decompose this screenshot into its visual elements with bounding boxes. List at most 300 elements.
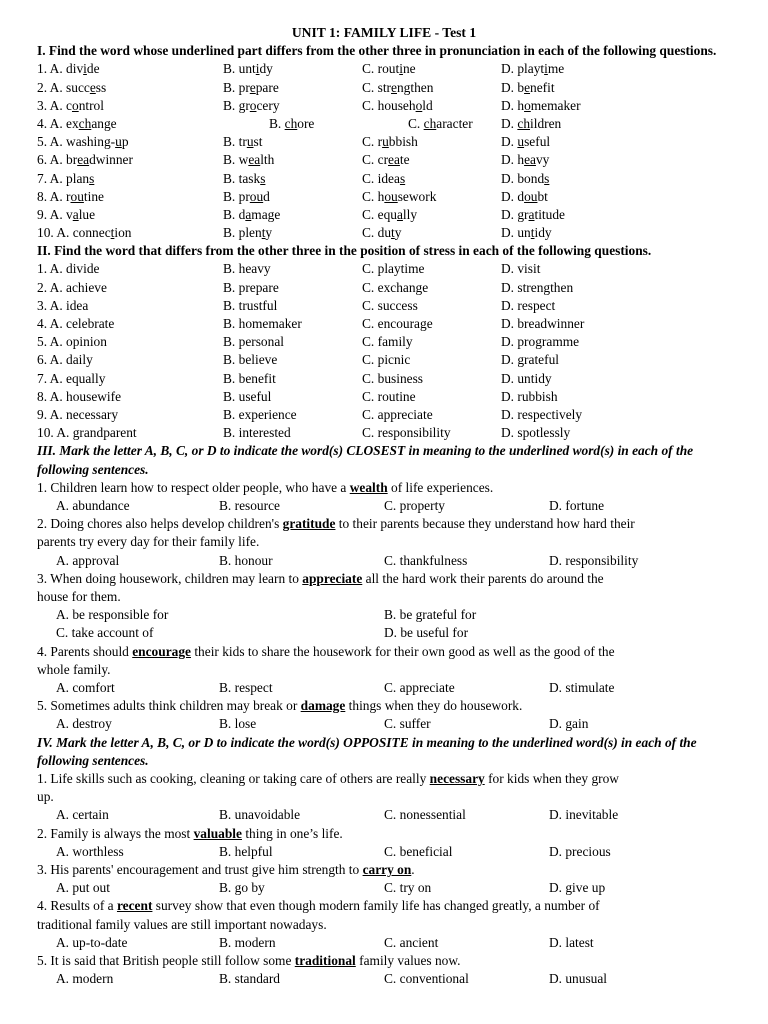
word-part: C. idea bbox=[362, 170, 400, 186]
question-text: things when they do housework. bbox=[345, 698, 523, 714]
word-part: memaker bbox=[530, 97, 581, 113]
option-a: A. comfort bbox=[56, 679, 115, 695]
option-b: B. useful bbox=[223, 388, 272, 404]
word-part: seful bbox=[524, 134, 551, 150]
option-c: C. responsibility bbox=[362, 425, 451, 441]
word-part: C. str bbox=[362, 79, 392, 95]
option-a: A. worthless bbox=[56, 843, 124, 859]
underlined-word: damage bbox=[300, 698, 346, 714]
worksheet-page bbox=[37, 24, 731, 988]
section-4-heading: IV. Mark the letter A, B, C, or D to indicate the word(s) OPPOSITE in meaning to the underlined word(s) in each of the following sentences. bbox=[37, 734, 697, 768]
option-d bbox=[501, 170, 549, 188]
word-part: dwinner bbox=[89, 152, 133, 168]
options-row bbox=[37, 497, 731, 515]
question-number: 8. A. bbox=[37, 188, 67, 204]
question-text: their kids to share the housework for their own good as well as the good of the bbox=[190, 643, 615, 659]
option-d: D. visit bbox=[501, 261, 541, 277]
word-part: C. househ bbox=[362, 97, 416, 113]
option-a: 3. A. idea bbox=[37, 297, 89, 313]
option-d: D. programme bbox=[501, 334, 580, 350]
options-row bbox=[37, 879, 731, 897]
option-a: 6. A. daily bbox=[37, 352, 93, 368]
question-text-cont: whole family. bbox=[37, 661, 111, 677]
option-b: B. lose bbox=[219, 716, 257, 732]
option-c bbox=[362, 60, 416, 78]
question-text: 2. Family is always the most bbox=[37, 825, 194, 841]
question-text: family values now. bbox=[355, 952, 461, 968]
question-row bbox=[37, 224, 731, 242]
s4-question-2 bbox=[37, 825, 731, 861]
option-b: B. standard bbox=[219, 971, 280, 987]
option-a: A. abundance bbox=[56, 497, 130, 513]
option-c: C. try on bbox=[384, 880, 432, 896]
underlined-part: a bbox=[245, 206, 252, 222]
question-row bbox=[37, 406, 731, 424]
underlined-part: ch bbox=[423, 115, 437, 131]
option-a: A. up-to-date bbox=[56, 934, 128, 950]
underlined-part: s bbox=[89, 170, 95, 186]
underlined-word: valuable bbox=[193, 825, 242, 841]
options-row bbox=[37, 679, 731, 697]
word-part: B. d bbox=[223, 206, 246, 222]
option-b bbox=[269, 115, 314, 133]
option-c bbox=[362, 224, 401, 242]
word-part: vy bbox=[535, 152, 550, 168]
underlined-part: i bbox=[83, 61, 87, 77]
word-part: C. r bbox=[362, 134, 383, 150]
word-part: lth bbox=[260, 152, 275, 168]
word-part: B. pr bbox=[223, 188, 250, 204]
word-part: ngthen bbox=[396, 79, 434, 95]
word-part: nefit bbox=[530, 79, 555, 95]
option-b: B. benefit bbox=[223, 370, 276, 386]
underlined-part: u bbox=[246, 134, 254, 150]
option-d: D. inevitable bbox=[549, 807, 619, 823]
option-a: A. modern bbox=[56, 971, 114, 987]
word-part: C. du bbox=[362, 225, 392, 241]
options-row bbox=[37, 715, 731, 733]
question-text-cont: house for them. bbox=[37, 588, 121, 604]
question-number: 1. A. bbox=[37, 61, 67, 77]
option-c: C. encourage bbox=[362, 316, 433, 332]
question-row bbox=[37, 279, 731, 297]
option-d: D. untidy bbox=[501, 370, 552, 386]
option-d bbox=[501, 79, 555, 97]
option-d bbox=[501, 224, 552, 242]
question-text-cont: parents try every day for their family life. bbox=[37, 534, 260, 550]
option-c bbox=[362, 97, 433, 115]
word-part: bt bbox=[537, 188, 548, 204]
option-a: 5. A. opinion bbox=[37, 334, 107, 350]
question-text: survey show that even though modern family life has changed greatly, a number of bbox=[152, 898, 600, 914]
option-a bbox=[37, 151, 133, 169]
word-part: D. bbox=[501, 115, 518, 131]
option-b: B. interested bbox=[223, 425, 291, 441]
word-part: B. tr bbox=[223, 134, 247, 150]
underlined-part: a bbox=[72, 206, 79, 222]
option-c: C. beneficial bbox=[384, 843, 453, 859]
option-d: D. unusual bbox=[549, 971, 608, 987]
underlined-part: i bbox=[544, 61, 548, 77]
word-part: bbish bbox=[388, 134, 418, 150]
word-part: titude bbox=[534, 206, 565, 222]
underlined-word: necessary bbox=[429, 770, 485, 786]
question-number: 7. A. bbox=[37, 170, 67, 186]
underlined-part: e bbox=[524, 79, 531, 95]
underlined-word: recent bbox=[116, 898, 153, 914]
underlined-part: t bbox=[530, 225, 535, 241]
underlined-part: o bbox=[524, 97, 531, 113]
word-part: div bbox=[66, 61, 84, 77]
underlined-part: ea bbox=[77, 152, 90, 168]
option-d: D. latest bbox=[549, 934, 594, 950]
option-b: B. go by bbox=[219, 880, 265, 896]
option-c: C. success bbox=[362, 297, 418, 313]
option-b bbox=[223, 188, 270, 206]
option-a bbox=[37, 79, 106, 97]
underlined-part: ea bbox=[524, 152, 536, 168]
underlined-part: ch bbox=[517, 115, 531, 131]
question-text: 5. Sometimes adults think children may break or bbox=[37, 698, 301, 714]
question-row bbox=[37, 133, 731, 151]
underlined-part: ea bbox=[388, 152, 400, 168]
option-d bbox=[501, 151, 549, 169]
question-row bbox=[37, 260, 731, 278]
underlined-part: o bbox=[249, 97, 257, 113]
option-c: C. conventional bbox=[384, 971, 469, 987]
option-b bbox=[223, 151, 274, 169]
question-text: 3. When doing housework, children may learn to bbox=[37, 570, 303, 586]
word-part: D. b bbox=[501, 79, 525, 95]
option-a bbox=[37, 97, 104, 115]
option-b bbox=[223, 170, 265, 188]
option-a: 8. A. housewife bbox=[37, 388, 122, 404]
option-a bbox=[37, 224, 132, 242]
word-part: washing- bbox=[66, 134, 116, 150]
word-part: B. pr bbox=[223, 79, 250, 95]
question-row bbox=[37, 206, 731, 224]
option-a: 7. A. equally bbox=[37, 370, 106, 386]
word-part: B. task bbox=[223, 170, 261, 186]
option-b: B. prepare bbox=[223, 279, 279, 295]
option-d bbox=[501, 60, 564, 78]
word-part: B. gr bbox=[223, 97, 250, 113]
underlined-word: encourage bbox=[132, 643, 191, 659]
underlined-part: e bbox=[89, 79, 96, 95]
word-part: ex bbox=[66, 115, 79, 131]
option-d: D. stimulate bbox=[549, 679, 615, 695]
question-row bbox=[37, 297, 731, 315]
word-part: ntrol bbox=[78, 97, 104, 113]
word-part: ange bbox=[91, 115, 117, 131]
option-a bbox=[37, 133, 129, 151]
word-part: C. equ bbox=[362, 206, 397, 222]
s3-question-5 bbox=[37, 697, 731, 733]
question-text: 5. It is said that British people still follow some bbox=[37, 952, 295, 968]
options-row bbox=[37, 624, 731, 642]
question-row bbox=[37, 151, 731, 169]
word-part: pare bbox=[255, 79, 279, 95]
option-d: D. rubbish bbox=[501, 388, 558, 404]
option-c: C. family bbox=[362, 334, 413, 350]
option-c bbox=[362, 170, 405, 188]
option-a: 2. A. achieve bbox=[37, 279, 107, 295]
word-part: B. plen bbox=[223, 225, 262, 241]
word-part: D. un bbox=[501, 225, 531, 241]
word-part: ore bbox=[297, 115, 315, 131]
underlined-part: s bbox=[260, 170, 266, 186]
word-part: y bbox=[394, 225, 402, 241]
question-number: 10. A. bbox=[37, 225, 73, 241]
option-d: D. breadwinner bbox=[501, 316, 585, 332]
section-1-heading: I. Find the word whose underlined part differs from the other three in pronunciation in each of the following questions. bbox=[37, 43, 717, 59]
option-b: B. helpful bbox=[219, 843, 273, 859]
option-a: 4. A. celebrate bbox=[37, 316, 115, 332]
underlined-word: traditional bbox=[294, 952, 356, 968]
word-part: me bbox=[547, 61, 565, 77]
option-c: C. thankfulness bbox=[384, 552, 468, 568]
question-text: 3. His parents' encouragement and trust give him strength to bbox=[37, 861, 363, 877]
s4-question-4 bbox=[37, 897, 731, 952]
option-b: B. resource bbox=[219, 497, 280, 513]
question-row bbox=[37, 333, 731, 351]
underlined-part: e bbox=[249, 79, 256, 95]
word-part: D. playt bbox=[501, 61, 545, 77]
question-text: to their parents because they understand how hard their bbox=[335, 516, 635, 532]
word-part: ildren bbox=[530, 115, 562, 131]
s3-question-3 bbox=[37, 570, 731, 643]
option-a bbox=[37, 206, 95, 224]
section-1-questions bbox=[37, 60, 731, 242]
section-2-questions bbox=[37, 260, 731, 442]
underlined-part: s bbox=[544, 170, 550, 186]
underlined-part: ou bbox=[524, 188, 538, 204]
question-number: 2. A. bbox=[37, 79, 67, 95]
option-d: D. grateful bbox=[501, 352, 560, 368]
option-b: B. unavoidable bbox=[219, 807, 301, 823]
word-part: tine bbox=[83, 188, 104, 204]
question-text: all the hard work their parents do around the bbox=[362, 570, 604, 586]
question-text: 2. Doing chores also helps develop children's bbox=[37, 516, 283, 532]
word-part: ss bbox=[95, 79, 107, 95]
option-b: B. honour bbox=[219, 552, 273, 568]
option-d: D. respectively bbox=[501, 406, 583, 422]
word-part: B. unt bbox=[223, 61, 256, 77]
question-row bbox=[37, 188, 731, 206]
underlined-part: ou bbox=[70, 188, 84, 204]
option-d: D. fortune bbox=[549, 497, 605, 513]
word-part: plan bbox=[66, 170, 90, 186]
options-row bbox=[37, 843, 731, 861]
options-row bbox=[37, 552, 731, 570]
word-part: C. h bbox=[362, 188, 385, 204]
underlined-part: ou bbox=[249, 188, 264, 204]
underlined-part: t bbox=[261, 225, 266, 241]
question-number: 3. A. bbox=[37, 97, 67, 113]
option-c: C. appreciate bbox=[362, 406, 433, 422]
option-b: B. be grateful for bbox=[384, 607, 477, 623]
option-c: C. routine bbox=[362, 388, 416, 404]
word-part: B. w bbox=[223, 152, 249, 168]
question-text: thing in one’s life. bbox=[241, 825, 343, 841]
option-a bbox=[37, 115, 117, 133]
option-b bbox=[223, 224, 272, 242]
question-text: for kids when they grow bbox=[484, 770, 619, 786]
option-a: 10. A. grandparent bbox=[37, 425, 137, 441]
underlined-part: t bbox=[110, 225, 115, 241]
option-a bbox=[37, 170, 94, 188]
option-b: B. homemaker bbox=[223, 316, 302, 332]
option-d: D. gain bbox=[549, 716, 589, 732]
word-part: C. bbox=[408, 115, 424, 131]
question-row bbox=[37, 424, 731, 442]
word-part: de bbox=[86, 61, 100, 77]
underlined-part: u bbox=[382, 134, 389, 150]
word-part: v bbox=[66, 206, 73, 222]
option-b bbox=[223, 97, 280, 115]
section-3-heading: III. Mark the letter A, B, C, or D to indicate the word(s) CLOSEST in meaning to the underlined word(s) in each of the following sentences. bbox=[37, 443, 694, 477]
word-part: D. bbox=[501, 134, 518, 150]
option-a: A. approval bbox=[56, 552, 120, 568]
option-d: D. be useful for bbox=[384, 625, 469, 641]
option-c: C. appreciate bbox=[384, 679, 455, 695]
underlined-part: ou bbox=[384, 188, 398, 204]
option-c: C. nonessential bbox=[384, 807, 466, 823]
question-number: 5. A. bbox=[37, 134, 67, 150]
option-b bbox=[223, 60, 273, 78]
underlined-part: a bbox=[396, 206, 403, 222]
word-part: cery bbox=[256, 97, 280, 113]
option-b: B. believe bbox=[223, 352, 278, 368]
option-a bbox=[37, 188, 104, 206]
question-row bbox=[37, 170, 731, 188]
question-row bbox=[37, 60, 731, 78]
word-part: ne bbox=[402, 61, 416, 77]
word-part: ion bbox=[114, 225, 132, 241]
question-text-cont: traditional family values are still important nowadays. bbox=[37, 916, 327, 932]
option-d: D. give up bbox=[549, 880, 606, 896]
question-text: 4. Parents should bbox=[37, 643, 133, 659]
word-part: lly bbox=[402, 206, 418, 222]
option-a: A. destroy bbox=[56, 716, 112, 732]
option-c: C. suffer bbox=[384, 716, 431, 732]
question-text: of life experiences. bbox=[387, 479, 494, 495]
option-d bbox=[501, 188, 548, 206]
options-row bbox=[37, 806, 731, 824]
option-a: 1. A. divide bbox=[37, 261, 100, 277]
option-b: B. trustful bbox=[223, 297, 278, 313]
option-d: D. spotlessly bbox=[501, 425, 571, 441]
question-text: 1. Children learn how to respect older people, who have a bbox=[37, 479, 350, 495]
option-c bbox=[408, 115, 473, 133]
option-c bbox=[362, 151, 410, 169]
option-c: C. take account of bbox=[56, 625, 154, 641]
underlined-word: wealth bbox=[349, 479, 388, 495]
word-part: D. h bbox=[501, 97, 525, 113]
s4-question-1 bbox=[37, 770, 731, 825]
question-row bbox=[37, 79, 731, 97]
word-part: D. bond bbox=[501, 170, 545, 186]
option-a: A. be responsible for bbox=[56, 607, 169, 623]
word-part: B. bbox=[269, 115, 285, 131]
underlined-word: carry on bbox=[362, 861, 412, 877]
option-c: C. business bbox=[362, 370, 424, 386]
underlined-part: a bbox=[528, 206, 535, 222]
option-b: B. modern bbox=[219, 934, 276, 950]
option-c: C. picnic bbox=[362, 352, 411, 368]
section-2-heading: II. Find the word that differs from the other three in the position of stress in each of the following questions. bbox=[37, 243, 652, 259]
underlined-part: ch bbox=[78, 115, 92, 131]
word-part: D. gr bbox=[501, 206, 529, 222]
word-part: C. cr bbox=[362, 152, 389, 168]
underlined-part: u bbox=[115, 134, 122, 150]
question-text: 1. Life skills such as cooking, cleaning or taking care of others are really bbox=[37, 770, 430, 786]
underlined-part: o bbox=[415, 97, 423, 113]
word-part: br bbox=[66, 152, 78, 168]
underlined-word: gratitude bbox=[282, 516, 336, 532]
word-part: lue bbox=[78, 206, 96, 222]
option-b bbox=[223, 79, 279, 97]
word-part: mage bbox=[251, 206, 281, 222]
option-a: A. put out bbox=[56, 880, 110, 896]
option-b: B. respect bbox=[219, 679, 273, 695]
word-part: st bbox=[253, 134, 263, 150]
underlined-part: ea bbox=[248, 152, 261, 168]
question-row bbox=[37, 388, 731, 406]
option-c: C. exchange bbox=[362, 279, 429, 295]
underlined-part: t bbox=[391, 225, 395, 241]
option-d bbox=[501, 97, 581, 115]
word-part: connec bbox=[72, 225, 111, 241]
s4-question-5 bbox=[37, 952, 731, 988]
word-part: D. h bbox=[501, 152, 525, 168]
option-d bbox=[501, 206, 565, 224]
underlined-part: s bbox=[399, 170, 406, 186]
page-title: UNIT 1: FAMILY LIFE - Test 1 bbox=[291, 25, 477, 40]
s3-question-1 bbox=[37, 479, 731, 515]
option-b: B. heavy bbox=[223, 261, 271, 277]
question-text: . bbox=[411, 861, 415, 877]
s3-question-2 bbox=[37, 515, 731, 570]
word-part: idy bbox=[534, 225, 552, 241]
option-d: D. responsibility bbox=[549, 552, 639, 568]
option-a: A. certain bbox=[56, 807, 109, 823]
option-b bbox=[223, 206, 280, 224]
option-a: 9. A. necessary bbox=[37, 406, 119, 422]
word-part: c bbox=[66, 97, 72, 113]
question-row bbox=[37, 370, 731, 388]
options-row bbox=[37, 606, 731, 624]
underlined-part: o bbox=[71, 97, 79, 113]
option-c: C. playtime bbox=[362, 261, 425, 277]
option-d: D. respect bbox=[501, 297, 556, 313]
option-b: B. experience bbox=[223, 406, 297, 422]
underlined-part: u bbox=[517, 134, 525, 150]
underlined-part: i bbox=[399, 61, 403, 77]
word-part: p bbox=[121, 134, 129, 150]
word-part: dy bbox=[259, 61, 273, 77]
option-d: D. strengthen bbox=[501, 279, 574, 295]
s4-question-3 bbox=[37, 861, 731, 897]
option-c: C. ancient bbox=[384, 934, 439, 950]
word-part: y bbox=[265, 225, 273, 241]
option-d: D. precious bbox=[549, 843, 611, 859]
underlined-part: i bbox=[255, 61, 260, 77]
option-b bbox=[223, 133, 262, 151]
question-row bbox=[37, 115, 731, 133]
word-part: sework bbox=[397, 188, 437, 204]
word-part: C. rout bbox=[362, 61, 400, 77]
